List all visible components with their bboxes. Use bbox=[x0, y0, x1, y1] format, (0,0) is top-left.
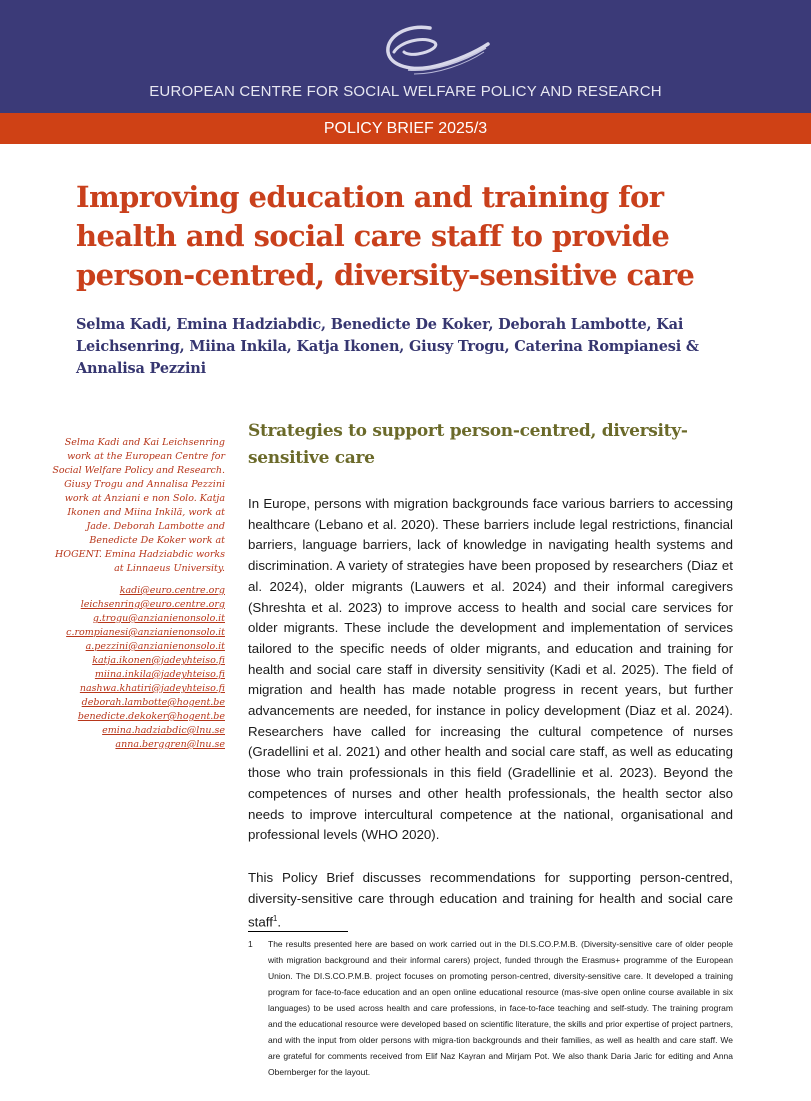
email-link[interactable]: a.pezzini@anzianienonsolo.it bbox=[85, 641, 225, 652]
footnote bbox=[248, 936, 733, 1080]
email-link[interactable]: miina.inkila@jadeyhteiso.fi bbox=[94, 669, 225, 680]
email-link[interactable]: leichsenring@euro.centre.org bbox=[80, 599, 225, 610]
email-link[interactable]: emina.hadziabdic@lnu.se bbox=[102, 725, 225, 736]
policy-brief-bar bbox=[0, 113, 811, 144]
email-link[interactable]: anna.berggren@lnu.se bbox=[115, 739, 225, 750]
email-link[interactable]: benedicte.dekoker@hogent.be bbox=[77, 711, 225, 722]
body-paragraph-1: In Europe, persons with migration backgrounds face various barriers to accessing healthcare (Lebano et al. 2020). These barriers include legal restrictions, financial barriers, language barriers, lack of knowledge in navigating health systems and discrimination. A variety of strategies have been proposed by researchers (Diaz et al. 2024), older migrants (Lauwers et al. 2024) and their informal caregivers (Shreshta et al. 2023) to improve access to health and social care services for older migrants. These include the development and implementation of services tailored to the specific needs of older migrants, and education and training for health and social care staff in diversity sensitivity (Kadi et al. 2025). The field of migration and health has made notable progress in recent years, but further advancements are needed, for instance in policy development (Diaz et al. 2024). Researchers have called for increasing the cultural competence of nurses (Gradellini et al. 2021) and other health and social care staff, as well as educating those who train professionals in this field (Gradellinie et al. 2023). Beyond the competences of nurses and other health professionals, the health sector also needs to improve intercultural competence at the national, organisational and professional levels (WHO 2020). bbox=[248, 496, 733, 843]
email-link[interactable]: deborah.lambotte@hogent.be bbox=[81, 697, 225, 708]
email-link[interactable]: katja.ikonen@jadeyhteiso.fi bbox=[92, 655, 225, 666]
author-affiliations: Selma Kadi and Kai Leichsenring work at the European Centre for Social Welfare Policy and Research. Giusy Trogu and Annalisa Pezzini work at Anziani e non Solo. Katja Ikonen and Miina Inkilä, work at Jade. Deborah Lambotte and Benedicte De Koker work at HOGENT. Emina Hadziabdic works at Linnaeus University. bbox=[52, 437, 225, 574]
email-link[interactable]: nashwa.khatiri@jadeyhteiso.fi bbox=[79, 683, 225, 694]
header-banner bbox=[0, 0, 811, 113]
author-sidebar bbox=[50, 436, 225, 752]
footnote-divider bbox=[248, 931, 348, 932]
email-link[interactable]: kadi@euro.centre.org bbox=[119, 585, 225, 596]
email-list bbox=[50, 584, 225, 752]
organization-name: EUROPEAN CENTRE FOR SOCIAL WELFARE POLICY AND RESEARCH bbox=[149, 83, 662, 100]
email-link[interactable]: g.trogu@anzianienonsolo.it bbox=[92, 613, 225, 624]
paragraph-2-text: This Policy Brief discusses recommendations for supporting person-centred, diversity-sensitive care through education and training for health and social care staff bbox=[248, 870, 733, 930]
footnote-reference[interactable]: 1 bbox=[272, 914, 278, 924]
ecsw-logo-icon bbox=[378, 22, 490, 78]
author-list: Selma Kadi, Emina Hadziabdic, Benedicte De Koker, Deborah Lambotte, Kai Leichsenring, Miina Inkila, Katja Ikonen, Giusy Trogu, Caterina Rompianesi & Annalisa Pezzini bbox=[76, 316, 699, 377]
email-link[interactable]: c.rompianesi@anzianienonsolo.it bbox=[66, 627, 225, 638]
body-paragraph-2 bbox=[248, 868, 733, 934]
policy-brief-label: POLICY BRIEF 2025/3 bbox=[323, 120, 488, 137]
section-heading: Strategies to support person-centred, diversity-sensitive care bbox=[248, 421, 688, 468]
sentence-period: . bbox=[277, 914, 282, 930]
page-title: Improving education and training for health and social care staff to provide person-centred, diversity-sensitive care bbox=[76, 180, 695, 292]
footnote-number: 1 bbox=[248, 939, 253, 949]
footnote-text: The results presented here are based on work carried out in the DI.S.CO.P.M.B. (Diversity-sensitive care of older people with migration background and their informal carers) project, funded through the Erasmus+ programme of the European Union. The DI.S.CO.P.M.B. project focuses on promoting person-centred, diversity-sensitive care. It developed a training program for face-to-face education and an open online educational resource (mas-sive open online course available in six languages) to be used across health and care professions, in face-to-face teaching and self-study. The training program and the educational resource were developed based on scientific literature, the skills and prior expertise of project partners, and with the input from older persons with migra-tion backgrounds and their families, as well as health and care staff. We are grateful for comments received from Elif Naz Kayran and Mirjam Pot. We also thank Daria Jaric for editing and Anna Obernberger for the layout. bbox=[268, 939, 733, 1077]
